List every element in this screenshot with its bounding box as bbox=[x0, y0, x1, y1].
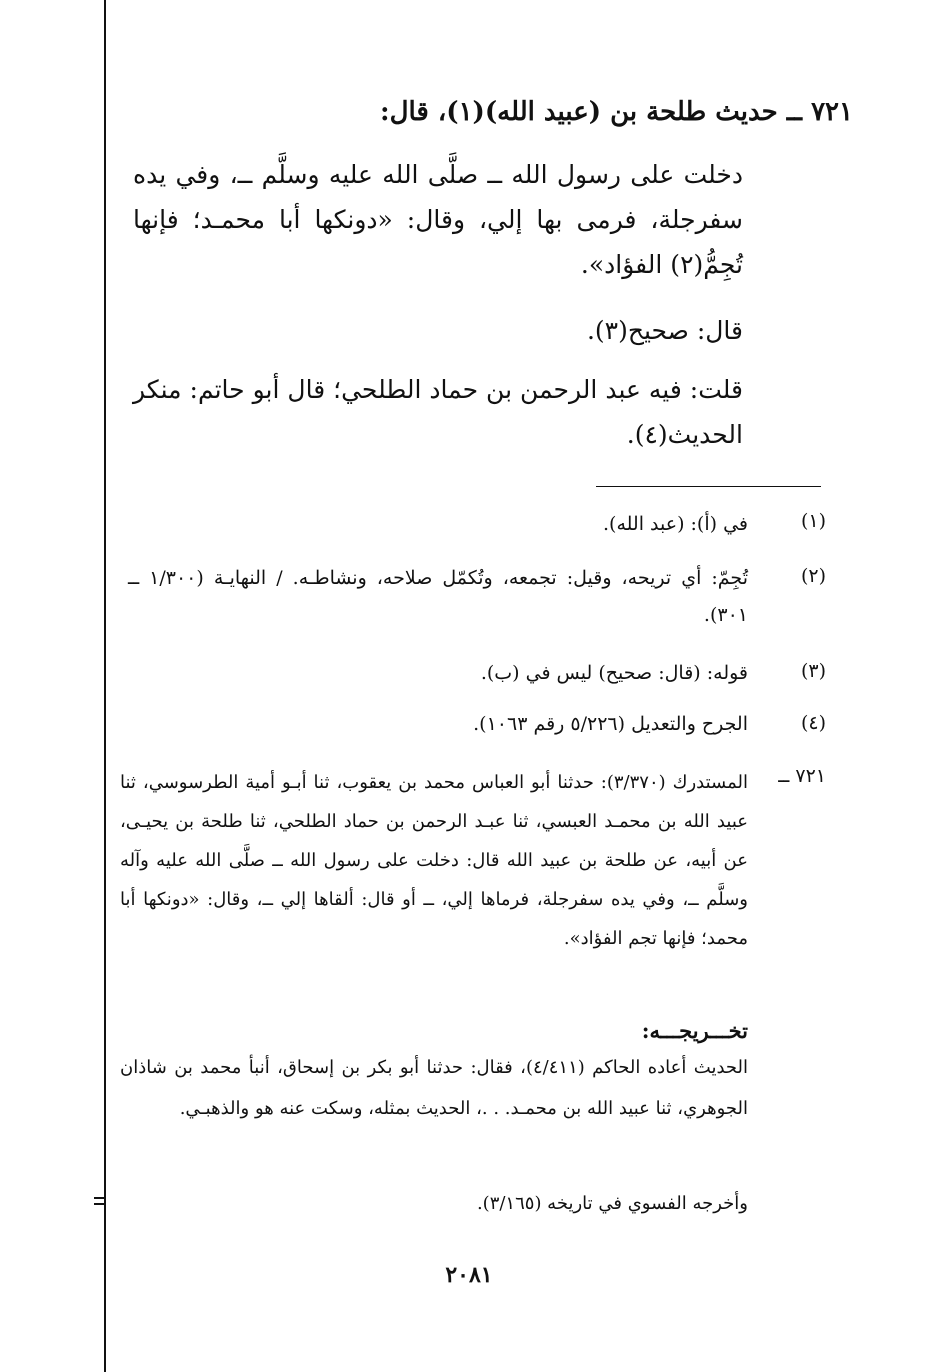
hadith-comment: قلت: فيه عبد الرحمن بن حماد الطلحي؛ قال أبو حاتم: منكر الحديث(٤). bbox=[133, 375, 743, 449]
hadith-text: دخلت على رسول الله ــ صلَّى الله عليه وسلَّم ــ، وفي يده سفرجلة، فرمى بها إلي، وقال: «دونكها أبا محمـد؛ فإنها تُجِمُّ(٢) الفؤاد». bbox=[133, 160, 743, 279]
source-number: ٧٢١ ــ bbox=[778, 765, 826, 787]
footnote-separator bbox=[596, 486, 821, 487]
footnote-text: قوله: (قال: صحيح) ليس في (ب). bbox=[480, 662, 748, 684]
footnote-number: (٣) bbox=[800, 660, 826, 682]
spine-mark-icon bbox=[90, 1193, 118, 1211]
takhrij-paragraph: الحديث أعاده الحاكم (٤/٤١١)، فقال: حدثنا أبو بكر بن إسحاق، أنبأ محمد بن شاذان الجوهري، ثنا عبيد الله بن محمـد. . .، الحديث بمثله، وسكت عنه هو والذهبـي. bbox=[120, 1057, 749, 1119]
hadith-grading: قال: صحيح(٣). bbox=[586, 316, 743, 345]
page-number: ٢٠٨١ bbox=[445, 1262, 493, 1288]
footnote-text: الجرح والتعديل (٥/٢٢٦ رقم ١٠٦٣). bbox=[473, 713, 748, 735]
footnote-number: (٤) bbox=[800, 712, 826, 734]
page-spine-line bbox=[104, 0, 106, 1372]
source-text: المستدرك (٣/٣٧٠): حدثنا أبو العباس محمد بن يعقوب، ثنا أبـو أمية الطرسوسي، ثنا عبيد الله بن محمـد العبسي، ثنا عبـد الرحمن بن حماد الطلحي، ثنا طلحة بن يحيـى، عن أبيه، عن طلحة بن عبيد الله قال: دخلت على رسول الله ــ صلَّى الله عليه وآله وسلَّم ــ، وفي يده سفرجلة، فرماها إلي، ــ أو قال: ألقاها إلي ــ، وقال: «دونكها أبا محمد؛ فإنها تجم الفؤاد». bbox=[120, 772, 748, 949]
footnote-text: تُجِمّ: أي تريحه، وقيل: تجمعه، وتُكمّل صلاحه، ونشاطـه. / النهايـة (١/٣٠٠ ــ ٣٠١). bbox=[128, 567, 748, 626]
footnote-text: في (أ): (عبد الله). bbox=[603, 513, 748, 535]
footnote-number: (٢) bbox=[800, 565, 826, 587]
hadith-title: ٧٢١ ــ حديث طلحة بن (عبيد الله)(١)، قال: bbox=[379, 97, 853, 127]
footnote-number: (١) bbox=[800, 510, 826, 532]
takhrij-paragraph: وأخرجه الفسوي في تاريخه (٣/١٦٥). bbox=[476, 1193, 748, 1214]
takhrij-heading: تخـــريجـــه: bbox=[641, 1018, 748, 1043]
